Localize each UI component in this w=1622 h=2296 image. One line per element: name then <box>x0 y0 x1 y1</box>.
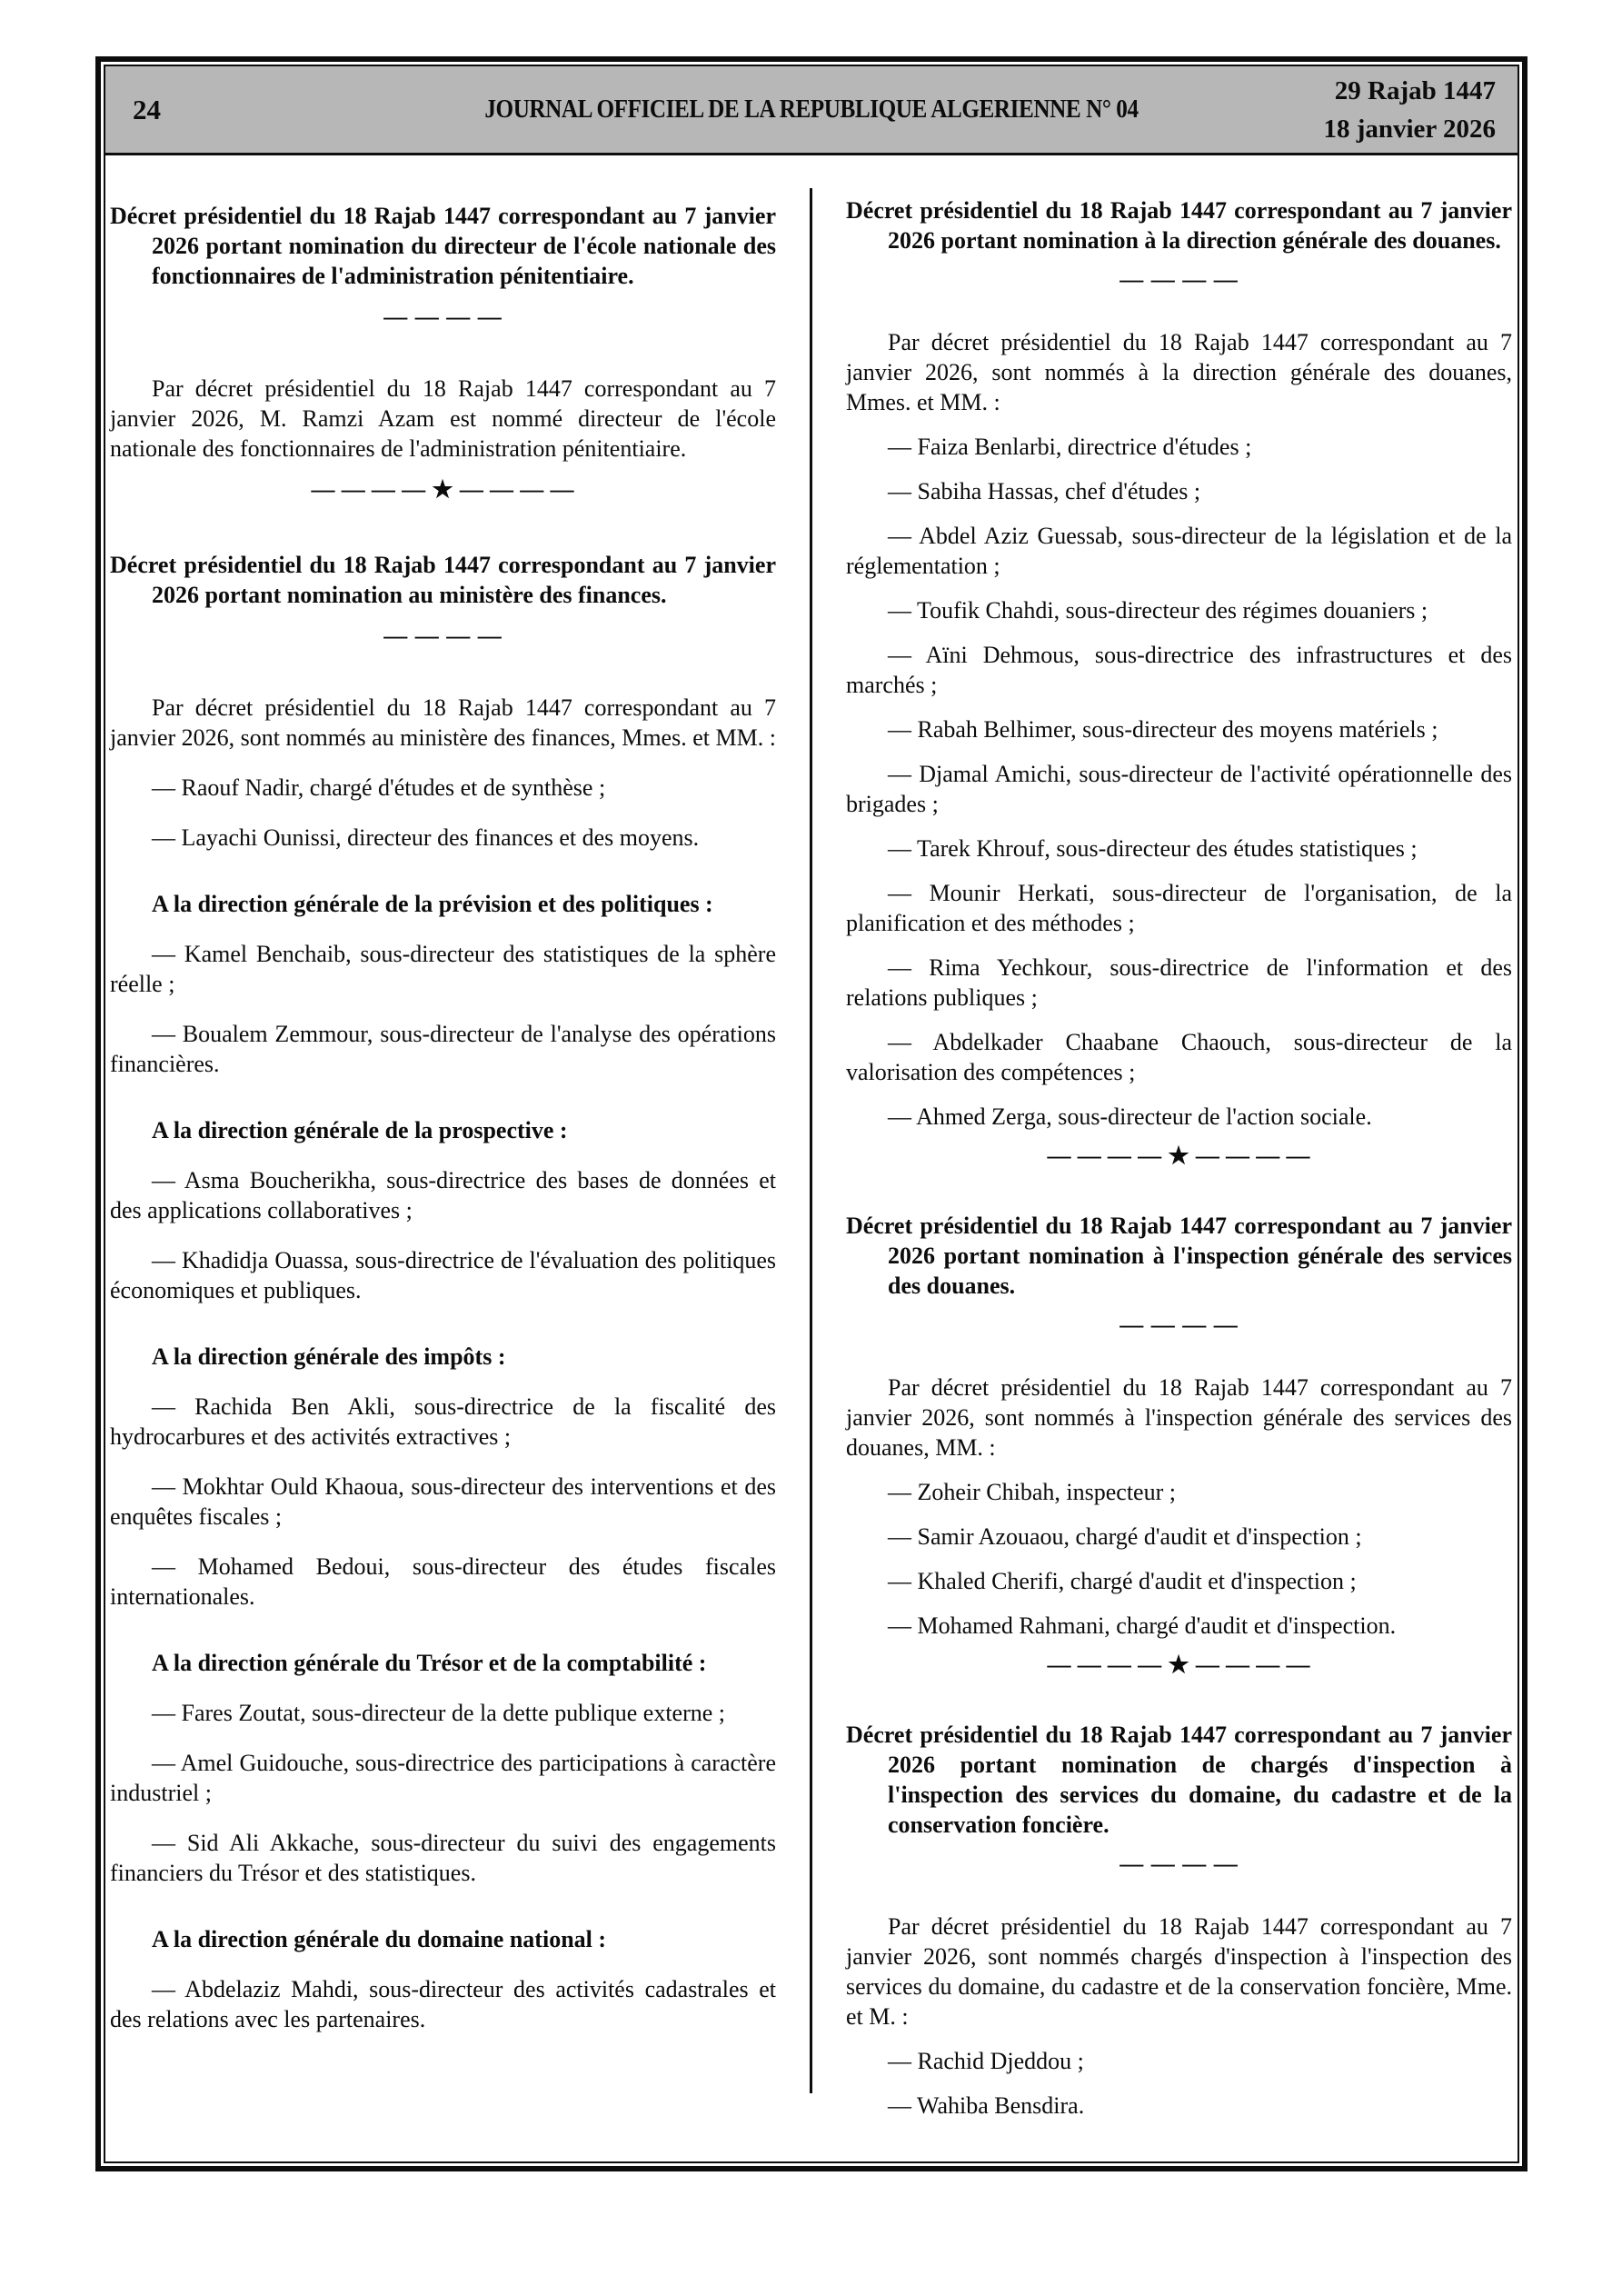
nomination-item: — Rima Yechkour, sous-directrice de l'information et des relations publiques ; <box>846 954 1512 1011</box>
nomination-item: — Samir Azouaou, chargé d'audit et d'inspection ; <box>888 1523 1362 1550</box>
nomination-item: — Tarek Khrouf, sous-directeur des études statistiques ; <box>888 835 1418 862</box>
nomination-item: — Mounir Herkati, sous-directeur de l'organisation, de la planification et des méthodes ; <box>846 880 1512 936</box>
nomination-item: — Rachida Ben Akli, sous-directrice de la fiscalité des hydrocarbures et des activités extractives ; <box>110 1393 776 1450</box>
decree-title: Décret présidentiel du 18 Rajab 1447 correspondant au 7 janvier 2026 portant nomination de chargés d'inspection à l'inspection des services du domaine, du cadastre et de la conservation foncière. <box>846 1722 1512 1838</box>
nomination-item: — Amel Guidouche, sous-directrice des participations à caractère industriel ; <box>110 1750 776 1806</box>
paragraph: Par décret présidentiel du 18 Rajab 1447 correspondant au 7 janvier 2026, sont nommés à l'inspection générale des services des douanes, MM. : <box>846 1374 1512 1461</box>
star-separator: — — — — ★ — — — — <box>1047 1143 1311 1169</box>
nomination-item: — Khaled Cherifi, chargé d'audit et d'inspection ; <box>888 1568 1357 1594</box>
nomination-item: — Layachi Ounissi, directeur des finances et des moyens. <box>152 824 700 851</box>
nomination-item: — Boualem Zemmour, sous-directeur de l'analyse des opérations financières. <box>110 1021 776 1077</box>
paragraph: Par décret présidentiel du 18 Rajab 1447 correspondant au 7 janvier 2026, sont nommés à la direction générale des douanes, Mmes. et MM. : <box>846 329 1512 415</box>
dash-separator: — — — — <box>1119 1312 1239 1338</box>
nomination-item: — Aïni Dehmous, sous-directrice des infrastructures et des marchés ; <box>846 642 1512 698</box>
page-number: 24 <box>133 93 161 125</box>
decree-title: Décret présidentiel du 18 Rajab 1447 correspondant au 7 janvier 2026 portant nomination à la direction générale des douanes. <box>846 197 1512 254</box>
paragraph: Par décret présidentiel du 18 Rajab 1447 correspondant au 7 janvier 2026, M. Ramzi Azam est nommé directeur de l'école nationale des fonctionnaires de l'administration pénitentiaire. <box>110 375 776 462</box>
nomination-item: — Fares Zoutat, sous-directeur de la dette publique externe ; <box>152 1700 726 1726</box>
header-band <box>105 66 1518 155</box>
nomination-item: — Mohamed Bedoui, sous-directeur des études fiscales internationales. <box>110 1553 776 1610</box>
nomination-item: — Ahmed Zerga, sous-directeur de l'action sociale. <box>888 1103 1372 1130</box>
nomination-item: — Abdelkader Chaabane Chaouch, sous-directeur de la valorisation des compétences ; <box>846 1029 1512 1085</box>
left-column <box>110 155 776 2121</box>
nomination-item: — Toufik Chahdi, sous-directeur des régimes douaniers ; <box>888 597 1428 624</box>
nomination-item: — Wahiba Bensdira. <box>888 2092 1085 2119</box>
decrees-content <box>105 155 1518 2121</box>
nomination-item: — Raouf Nadir, chargé d'études et de synthèse ; <box>152 774 606 801</box>
dash-separator: — — — — <box>1119 266 1239 293</box>
decree-title: Décret présidentiel du 18 Rajab 1447 correspondant au 7 janvier 2026 portant nomination au ministère des finances. <box>110 552 776 608</box>
dash-separator: — — — — <box>383 304 503 330</box>
journal-title: JOURNAL OFFICIEL DE LA REPUBLIQUE ALGERIENNE N° 04 <box>484 95 1139 124</box>
section-subheading: A la direction générale de la prévision et des politiques : <box>152 891 713 917</box>
date-hijri: 29 Rajab 1447 <box>1334 75 1496 105</box>
nomination-item: — Abdel Aziz Guessab, sous-directeur de la législation et de la réglementation ; <box>846 523 1512 579</box>
decree-title: Décret présidentiel du 18 Rajab 1447 correspondant au 7 janvier 2026 portant nomination à l'inspection générale des services des douanes. <box>846 1213 1512 1299</box>
section-subheading: A la direction générale de la prospective : <box>152 1117 568 1143</box>
nomination-item: — Abdelaziz Mahdi, sous-directeur des activités cadastrales et des relations avec les partenaires. <box>110 1976 776 2032</box>
section-subheading: A la direction générale des impôts : <box>152 1343 506 1370</box>
dash-separator: — — — — <box>383 623 503 649</box>
nomination-item: — Rachid Djeddou ; <box>888 2048 1084 2074</box>
nomination-item: — Zoheir Chibah, inspecteur ; <box>888 1479 1176 1505</box>
nomination-item: — Mohamed Rahmani, chargé d'audit et d'inspection. <box>888 1612 1397 1639</box>
paragraph: Par décret présidentiel du 18 Rajab 1447 correspondant au 7 janvier 2026, sont nommés chargés d'inspection à l'inspection des services du domaine, du cadastre et de la conservation foncière, Mme. et M. : <box>846 1913 1512 2030</box>
right-column <box>846 155 1512 2121</box>
nomination-item: — Kamel Benchaib, sous-directeur des statistiques de la sphère réelle ; <box>110 941 776 997</box>
nomination-item: — Khadidja Ouassa, sous-directrice de l'évaluation des politiques économiques et publiques. <box>110 1247 776 1303</box>
nomination-item: — Asma Boucherikha, sous-directrice des bases de données et des applications collaboratives ; <box>110 1167 776 1223</box>
star-separator: — — — — ★ — — — — <box>1047 1652 1311 1678</box>
nomination-item: — Mokhtar Ould Khaoua, sous-directeur des interventions et des enquêtes fiscales ; <box>110 1473 776 1530</box>
issue-dates <box>1323 72 1496 148</box>
star-separator: — — — — ★ — — — — <box>311 476 575 503</box>
dash-separator: — — — — <box>1119 1851 1239 1877</box>
nomination-item: — Rabah Belhimer, sous-directeur des moyens matériels ; <box>888 716 1438 743</box>
paragraph: Par décret présidentiel du 18 Rajab 1447 correspondant au 7 janvier 2026, sont nommés au ministère des finances, Mmes. et MM. : <box>110 694 776 751</box>
page-frame <box>95 56 1527 2171</box>
date-gregorian: 18 janvier 2026 <box>1323 114 1496 144</box>
decree-title: Décret présidentiel du 18 Rajab 1447 correspondant au 7 janvier 2026 portant nomination du directeur de l'école nationale des fonctionnaires de l'administration pénitentiaire. <box>110 203 776 289</box>
section-subheading: A la direction générale du domaine national : <box>152 1926 607 1952</box>
nomination-item: — Faiza Benlarbi, directrice d'études ; <box>888 434 1252 460</box>
nomination-item: — Sabiha Hassas, chef d'études ; <box>888 478 1201 504</box>
section-subheading: A la direction générale du Trésor et de la comptabilité : <box>152 1650 707 1676</box>
nomination-item: — Djamal Amichi, sous-directeur de l'activité opérationnelle des brigades ; <box>846 761 1512 817</box>
column-divider-rule <box>810 188 812 2093</box>
nomination-item: — Sid Ali Akkache, sous-directeur du suivi des engagements financiers du Trésor et des statistiques. <box>110 1830 776 1886</box>
page-frame-inner <box>104 65 1519 2163</box>
